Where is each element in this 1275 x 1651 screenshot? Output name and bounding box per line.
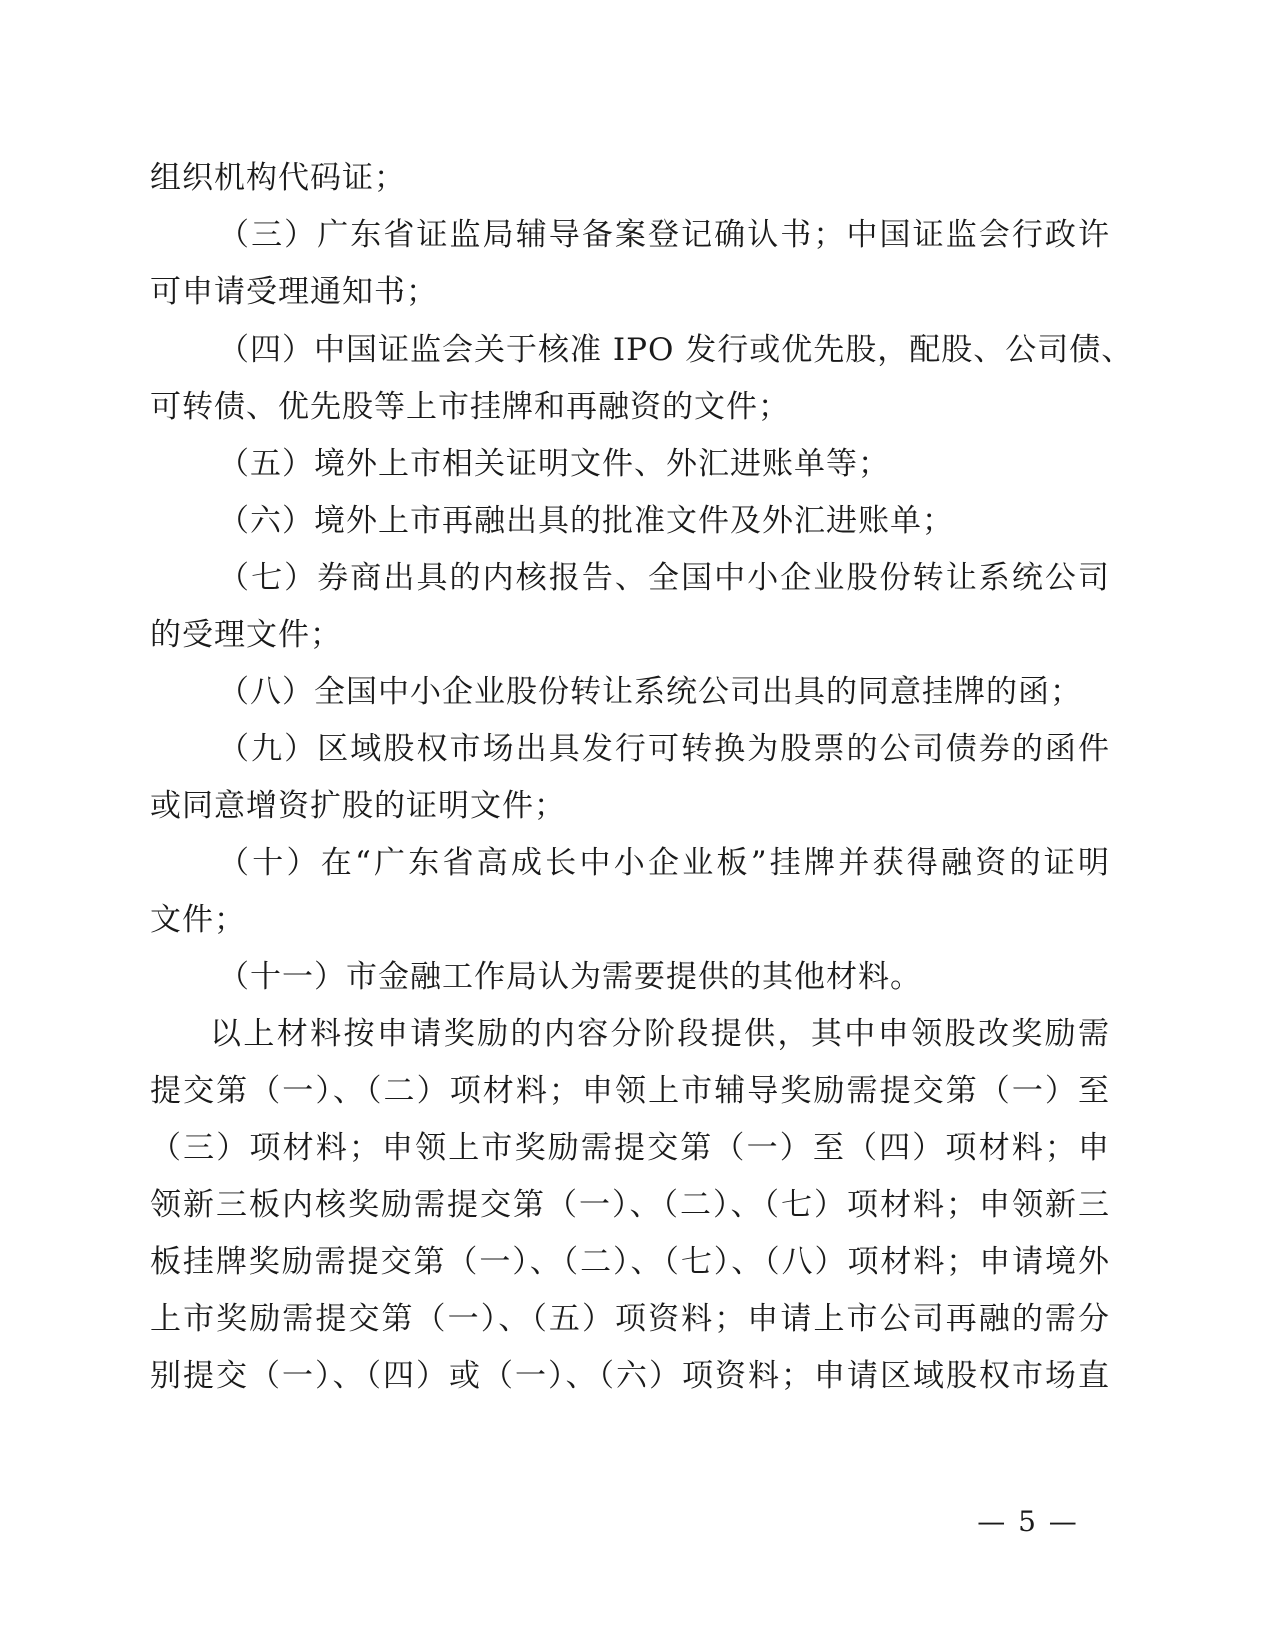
text-line: （九）区域股权市场出具发行可转换为股票的公司债券的函件 bbox=[218, 731, 1110, 767]
text-line: 板挂牌奖励需提交第（一）、（二）、（七）、（八）项材料；申请境外 bbox=[150, 1244, 1110, 1280]
text-line: 可申请受理通知书； bbox=[150, 274, 438, 310]
text-line: （六）境外上市再融出具的批准文件及外汇进账单； bbox=[218, 503, 954, 539]
text-line: （三）项材料；申领上市奖励需提交第（一）至（四）项材料；申 bbox=[150, 1130, 1110, 1166]
text-line: 可转债、优先股等上市挂牌和再融资的文件； bbox=[150, 389, 790, 425]
text-line: （八）全国中小企业股份转让系统公司出具的同意挂牌的函； bbox=[218, 674, 1082, 710]
text-line: 以上材料按申请奖励的内容分阶段提供，其中申领股改奖励需 bbox=[210, 1016, 1110, 1052]
page-number: — 5 — bbox=[977, 1505, 1079, 1538]
text-line: 文件； bbox=[150, 902, 246, 938]
text-line: 提交第（一）、（二）项材料；申领上市辅导奖励需提交第（一）至 bbox=[150, 1073, 1110, 1109]
text-line: 或同意增资扩股的证明文件； bbox=[150, 788, 566, 824]
text-line: （四）中国证监会关于核准 IPO 发行或优先股，配股、公司债、 bbox=[218, 332, 1134, 368]
text-line: 领新三板内核奖励需提交第（一）、（二）、（七）项材料；申领新三 bbox=[150, 1187, 1110, 1223]
text-line: （五）境外上市相关证明文件、外汇进账单等； bbox=[218, 446, 890, 482]
text-line: 的受理文件； bbox=[150, 617, 342, 653]
text-line: （三）广东省证监局辅导备案登记确认书；中国证监会行政许 bbox=[218, 217, 1110, 253]
text-line: 别提交（一）、（四）或（一）、（六）项资料；申请区域股权市场直 bbox=[150, 1358, 1110, 1394]
text-line: （十一）市金融工作局认为需要提供的其他材料。 bbox=[218, 959, 922, 995]
text-line: 上市奖励需提交第（一）、（五）项资料；申请上市公司再融的需分 bbox=[150, 1301, 1110, 1337]
text-line: （七）券商出具的内核报告、全国中小企业股份转让系统公司 bbox=[218, 560, 1110, 596]
text-line: （十）在“广东省高成长中小企业板”挂牌并获得融资的证明 bbox=[218, 845, 1110, 881]
text-line: 组织机构代码证； bbox=[150, 160, 406, 196]
